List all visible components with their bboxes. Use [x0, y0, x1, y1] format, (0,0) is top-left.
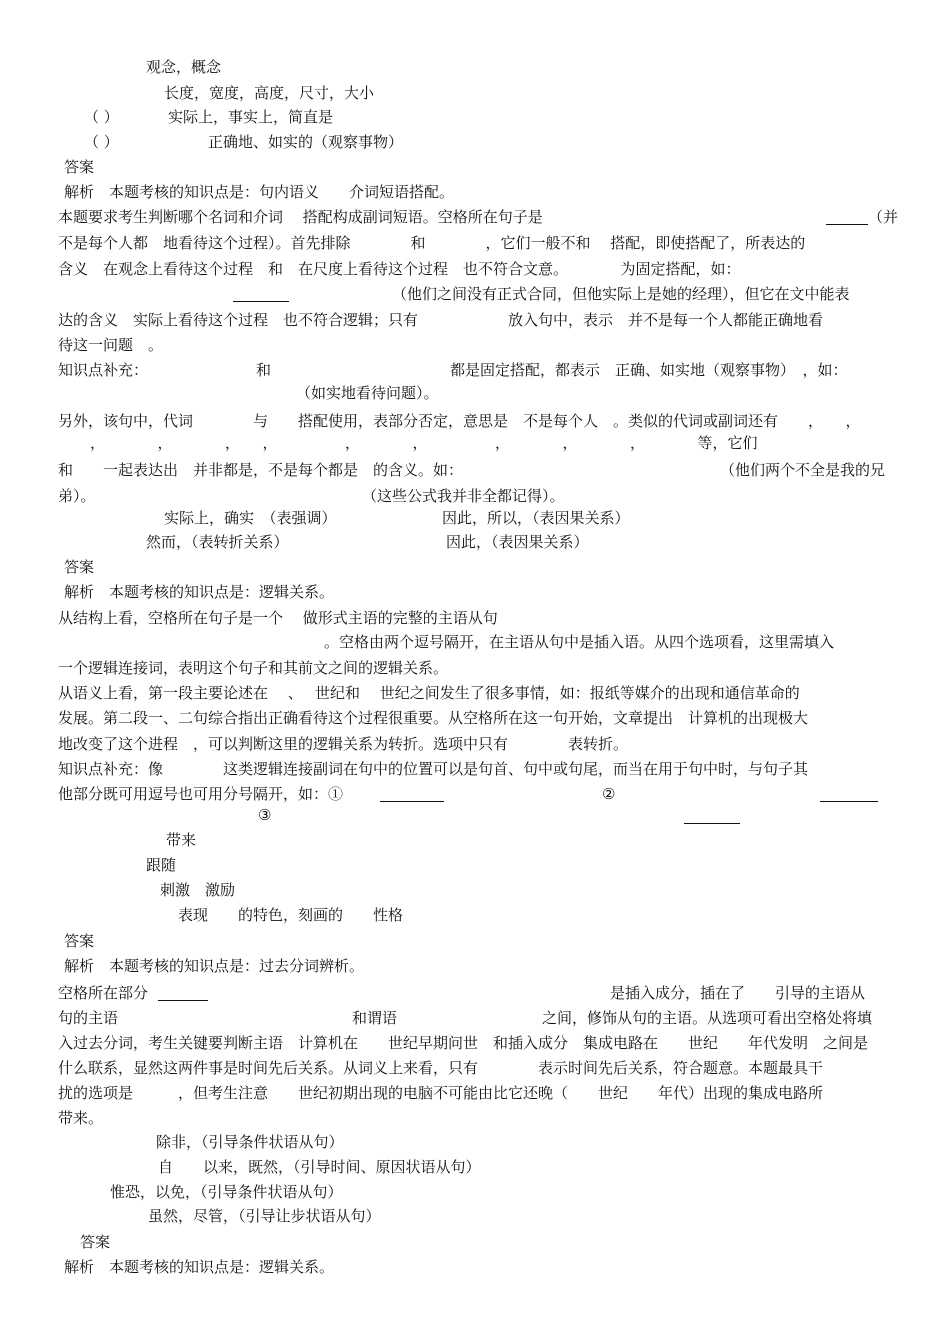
option-line: 除非，（引导条件状语从句） — [156, 1133, 344, 1151]
example-translation: （如实地看待问题）。 — [296, 384, 439, 402]
paragraph-line: （他们之间没有正式合同，但他实际上是她的经理），但它在文中能表 — [392, 285, 850, 303]
option-line: 刺激 激励 — [160, 881, 236, 899]
blank-underline — [826, 209, 868, 225]
option-line: 自 以来，既然，（引导时间、原因状语从句） — [158, 1158, 481, 1176]
paragraph-line: 达的含义 实际上看待这个过程 也不符合逻辑；只有 放入句中，表示 并不是每一个人都能正确地看 — [58, 311, 824, 329]
option-line: 因此，所以，（表因果关系） — [442, 509, 630, 527]
option-line: 虽然，尽管，（引导让步状语从句） — [148, 1207, 381, 1225]
example-marker: ② — [602, 785, 616, 803]
paragraph-line: 地改变了这个进程 ，可以判断这里的逻辑关系为转折。选项中只有 表转折。 — [58, 735, 629, 753]
paragraph-line: 待这一问题 。 — [58, 336, 164, 354]
paragraph-line: 含义 在观念上看待这个过程 和 在尺度上看待这个过程 也不符合文意。 为固定搭配，如： — [58, 260, 741, 278]
option-bracket: （ ） — [84, 133, 119, 151]
option-line: 因此，（表因果关系） — [446, 533, 589, 551]
paragraph-line: 他部分既可用逗号也可用分号隔开，如：① — [58, 785, 344, 803]
answer-label: 答案 — [64, 558, 95, 576]
paragraph-line: 一个逻辑连接词，表明这个句子和其前文之间的逻辑关系。 — [58, 659, 449, 677]
option-line: 长度，宽度，高度，尺寸，大小 — [164, 84, 375, 102]
example-marker: ③ — [258, 806, 272, 824]
paragraph-line: 和 — [256, 361, 272, 379]
analysis-line: 解析 本题考核的知识点是：过去分词辨析。 — [64, 957, 365, 975]
paragraph-line: 本题要求考生判断哪个名词和介词 搭配构成副词短语。空格所在句子是 — [58, 208, 543, 226]
paragraph-line: 另外，该句中，代词 与 搭配使用，表部分否定，意思是 不是每个人 。类似的代词或副词还有 ， ， — [58, 412, 861, 430]
option-line: 然而，（表转折关系） — [146, 533, 289, 551]
blank-underline — [233, 286, 289, 302]
paragraph-line: ， ， ， ， ， ， ， ， ， 等，它们 — [90, 434, 758, 452]
paragraph-line: 从语义上看，第一段主要论述在 、 世纪和 世纪之间发生了很多事情，如：报纸等媒介的出现和通信革命的 — [58, 684, 800, 702]
paragraph-line: 弟）。 — [58, 487, 96, 505]
blank-underline — [820, 786, 878, 802]
paragraph-line: 扰的选项是 ，但考生注意 世纪初期出现的电脑不可能由比它还晚（ 世纪 年代）出现的集成电路所 — [58, 1084, 824, 1102]
blank-underline — [380, 786, 444, 802]
option-line: 惟恐，以免，（引导条件状语从句） — [110, 1183, 343, 1201]
option-line: 实际上，确实 （表强调） — [164, 509, 337, 527]
answer-label: 答案 — [64, 932, 95, 950]
example-translation: （这些公式我并非全都记得）。 — [362, 487, 565, 505]
paragraph-line: 句的主语 — [58, 1009, 119, 1027]
paragraph-line: 不是每个人都 地看待这个过程）。首先排除 和 ，它们一般不和 搭配，即使搭配了，所表达的 — [58, 234, 806, 252]
paragraph-line: 之间，修饰从句的主语。从选项可看出空格处将填 — [542, 1009, 873, 1027]
option-line: 跟随 — [146, 856, 177, 874]
paragraph-line: 。空格由两个逗号隔开，在主语从句中是插入语。从四个选项看，这里需填入 — [324, 633, 835, 651]
paragraph-line: 带来。 — [58, 1109, 104, 1127]
paragraph-line: 和谓语 — [352, 1009, 398, 1027]
paragraph-line: 是插入成分，插在了 引导的主语从 — [610, 984, 866, 1002]
paragraph-line: 什么联系，显然这两件事是时间先后关系。从词义上来看，只有 表示时间先后关系，符合题意。本题最具干 — [58, 1059, 824, 1077]
answer-label: 答案 — [80, 1233, 111, 1251]
paragraph-line: 从结构上看，空格所在句子是一个 做形式主语的完整的主语从句 — [58, 609, 498, 627]
paragraph-line: （并 — [868, 208, 899, 226]
paragraph-line: 知识点补充：像 这类逻辑连接副词在句中的位置可以是句首、句中或句尾，而当在用于句中时，与句子其 — [58, 760, 809, 778]
option-line: 观念，概念 — [146, 58, 222, 76]
example-translation: （他们两个不全是我的兄 — [720, 461, 886, 479]
analysis-line: 解析 本题考核的知识点是：逻辑关系。 — [64, 583, 335, 601]
option-line: 实际上，事实上，简直是 — [168, 108, 334, 126]
knowledge-label: 知识点补充： — [58, 361, 149, 379]
paragraph-line: 入过去分词，考生关键要判断主语 计算机在 世纪早期问世 和插入成分 集成电路在 世纪 年代发明 之间是 — [58, 1034, 869, 1052]
paragraph-line: 和 一起表达出 并非都是，不是每个都是 的含义。如： — [58, 461, 464, 479]
paragraph-line: 发展。第二段一、二句综合指出正确看待这个过程很重要。从空格所在这一句开始，文章提出 计算机的出现极大 — [58, 709, 809, 727]
option-line: 带来 — [166, 831, 197, 849]
analysis-line: 解析 本题考核的知识点是：句内语义 介词短语搭配。 — [64, 183, 455, 201]
option-line: 表现 的特色，刻画的 性格 — [178, 906, 404, 924]
blank-underline — [158, 985, 208, 1001]
answer-label: 答案 — [64, 158, 95, 176]
paragraph-line: 都是固定搭配，都表示 正确、如实地（观察事物） ，如： — [450, 361, 848, 379]
paragraph-line: 空格所在部分 — [58, 984, 149, 1002]
option-bracket: （ ） — [84, 108, 119, 126]
analysis-line: 解析 本题考核的知识点是：逻辑关系。 — [64, 1258, 335, 1276]
blank-underline — [684, 808, 740, 824]
option-line: 正确地、如实的（观察事物） — [208, 133, 404, 151]
